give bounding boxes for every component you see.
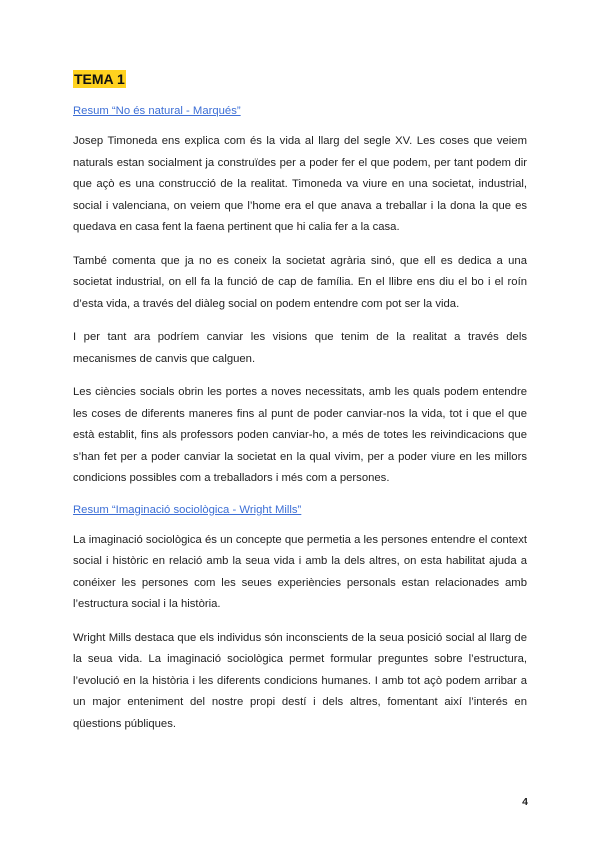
paragraph: Les ciències socials obrin les portes a noves necessitats, amb les quals podem entendre les coses de diferents maneres fins al punt de poder canviar-nos la vida, tot i que el que està establit, fins als professors poden canviar-ho, a més de totes les reivindicacions que s’han fet per a poder canviar la societat en la qual vivim, per a poder viure en les millors condicions possibles com a treballadors i més com a persones. <box>73 386 527 484</box>
document-page <box>73 70 527 747</box>
paragraph: Josep Timoneda ens explica com és la vida al llarg del segle XV. Les coses que veiem naturals estan socialment ja construïdes per a poder fer el que podem, per tant podem dir que açò es una construcció de la realitat. Timoneda va viure en una societat, industrial, social i valenciana, on veiem que l’home era el que anava a treballar i la dona la que es quedava en casa fent la faena pertinent que hi calia fer a la casa. <box>73 135 527 233</box>
page-number: 4 <box>522 796 528 808</box>
summary-link-imaginacio-sociologica[interactable]: Resum “Imaginació sociològica - Wright Mills” <box>73 503 302 516</box>
paragraph: També comenta que ja no es coneix la societat agrària sinó, que ell es dedica a una societat industrial, on ell fa la funció de cap de família. En el llibre ens diu el bo i el roín d’esta vida, a través del diàleg social on podem entendre com pot ser la vida. <box>73 254 527 310</box>
section-title: TEMA 1 <box>74 71 125 87</box>
paragraph: I per tant ara podríem canviar les visions que tenim de la realitat a través dels mecanismes de canvis que calguen. <box>73 331 527 365</box>
summary-link-no-es-natural[interactable]: Resum “No és natural - Marqués” <box>73 105 241 117</box>
paragraph: Wright Mills destaca que els individus són inconscients de la seua posició social al llarg de la seua vida. La imaginació sociològica permet formular preguntes sobre l’estructura, l’evolució en la història i les diferents condicions humanes. I amb tot açò podem arribar a un major enteniment del nostre propi destí i dels altres, fomentant així l’interés en qüestions públiques. <box>73 631 527 730</box>
paragraph: La imaginació sociològica és un concepte que permetia a les persones entendre el context social i històric en relació amb la seua vida i amb la dels altres, on esta habilitat ajuda a conéixer les persones com les seues experiències personals estan relacionades amb l’estructura social i la història. <box>73 533 527 610</box>
